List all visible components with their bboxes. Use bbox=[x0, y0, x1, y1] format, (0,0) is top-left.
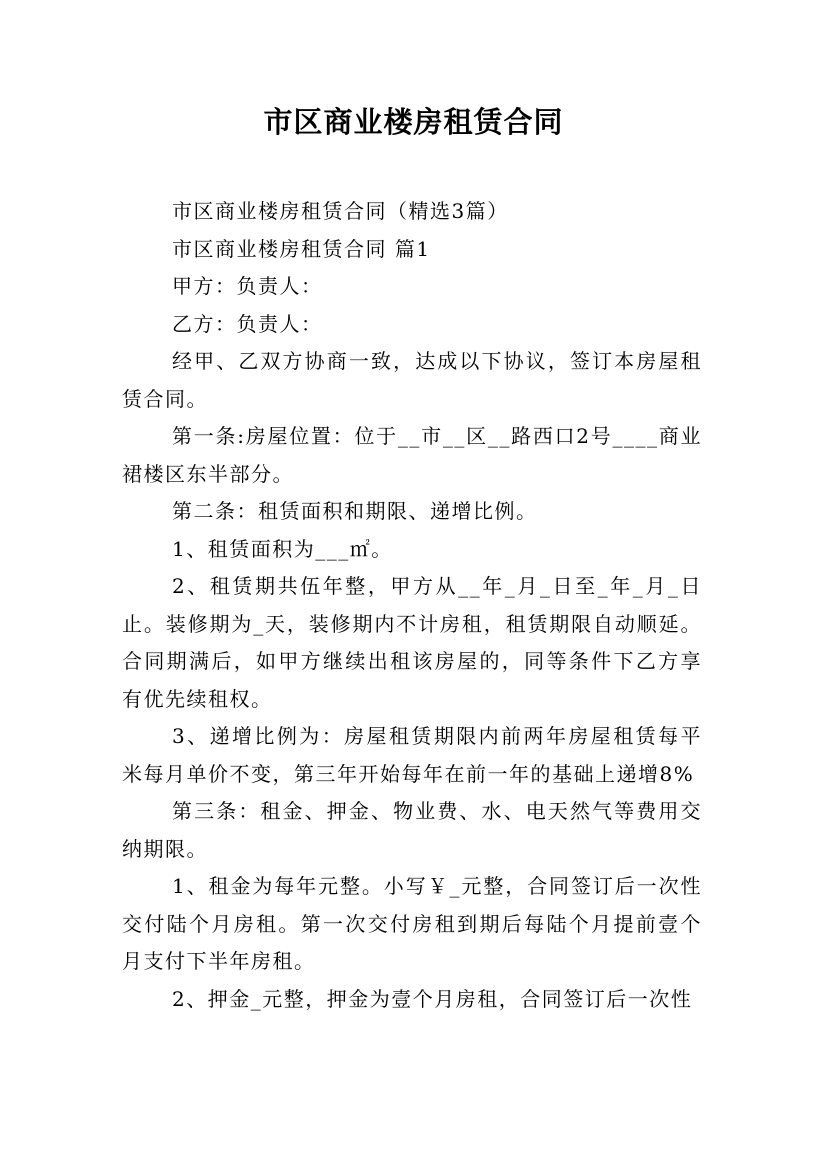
paragraph-party-a: 甲方：负责人： bbox=[172, 274, 323, 298]
paragraph-section-heading: 市区商业楼房租赁合同 篇1 bbox=[172, 236, 431, 261]
paragraph-party-b: 乙方：负责人： bbox=[172, 311, 323, 336]
document-title: 市区商业楼房租赁合同 bbox=[263, 105, 564, 139]
paragraph-article-2-item-1: 1、租赁面积为___㎡。 bbox=[172, 536, 393, 561]
paragraph-article-2-item-3: 3、递增比例为：房屋租赁期限内前两年房屋租赁每平米每月单价不变，第三年开始每年在前一年的基础上递增8% bbox=[122, 724, 702, 786]
paragraph-article-1: 第一条:房屋位置：位于__市__区__路西口2号____商业裙楼区东半部分。 bbox=[122, 424, 702, 486]
paragraph-article-3-item-2: 2、押金_元整，押金为壹个月房租，合同签订后一次性 bbox=[172, 986, 693, 1011]
paragraph-article-2: 第二条：租赁面积和期限、递增比例。 bbox=[172, 499, 538, 523]
paragraph-agreement-intro: 经甲、乙双方协商一致，达成以下协议，签订本房屋租赁合同。 bbox=[122, 349, 702, 411]
paragraph-article-2-item-2: 2、租赁期共伍年整，甲方从__年_月_日至_年_月_日止。装修期为_天，装修期内不计房租，租赁期限自动顺延。合同期满后，如甲方继续出租该房屋的，同等条件下乙方享有优先续租权。 bbox=[122, 574, 702, 711]
paragraph-article-3-item-1: 1、租金为每年元整。小写￥_元整，合同签订后一次性交付陆个月房租。第一次交付房租到期后每陆个月提前壹个月支付下半年房租。 bbox=[122, 874, 702, 973]
paragraph-article-3: 第三条：租金、押金、物业费、水、电天然气等费用交纳期限。 bbox=[122, 799, 702, 861]
paragraph-subtitle: 市区商业楼房租赁合同（精选3篇） bbox=[172, 199, 509, 223]
document-body bbox=[122, 193, 702, 1018]
